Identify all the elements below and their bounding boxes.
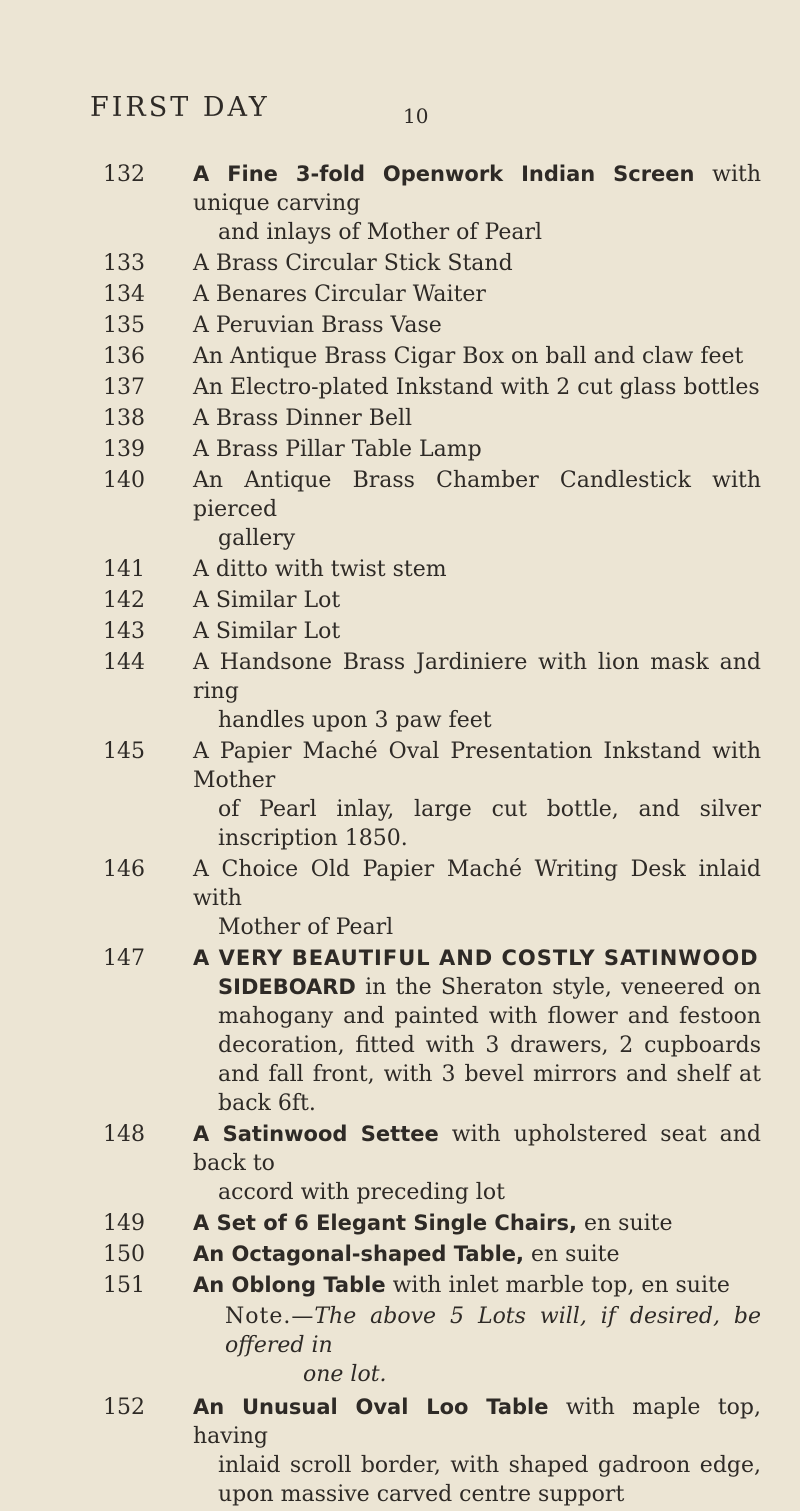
lot-132 <box>0 160 800 247</box>
lot-description: An Antique Brass Chamber Candlestick with pierced <box>193 468 761 522</box>
lot-description: A Brass Circular Stick Stand <box>193 251 513 276</box>
lot-number: 146 <box>103 857 145 882</box>
lot-text: en suite <box>524 1242 620 1267</box>
lot-134 <box>0 280 800 309</box>
lot-title: A Set of 6 Elegant Single Chairs, <box>193 1211 577 1235</box>
lot-number: 133 <box>103 251 145 276</box>
lot-title: An Octagonal-shaped Table, <box>193 1242 524 1266</box>
lot-description <box>193 1120 761 1178</box>
lot-number: 140 <box>103 468 145 493</box>
lot-139 <box>0 435 800 464</box>
lot-number: 138 <box>103 406 145 431</box>
lot-text: in the Sheraton style, veneered on mahogany and painted with flower and festoon decoration, fitted with 3 drawers, 2 cupboards and fall front, with 3 bevel mirrors and shelf at back 6ft. <box>218 975 761 1116</box>
lot-description <box>193 944 761 973</box>
lot-list <box>0 160 800 1511</box>
section-title: FIRST DAY <box>90 92 270 123</box>
lot-number: 152 <box>103 1395 145 1420</box>
lot-description: A Choice Old Papier Maché Writing Desk inlaid with <box>193 857 761 911</box>
lot-151 <box>0 1271 800 1300</box>
note-label: Note.— <box>225 1304 315 1329</box>
lot-number: 145 <box>103 739 145 764</box>
lot-144 <box>0 648 800 735</box>
page-number: 10 <box>403 104 429 128</box>
lot-description: A Benares Circular Waiter <box>193 282 486 307</box>
lot-143 <box>0 617 800 646</box>
lot-137 <box>0 373 800 402</box>
lot-title-cont: SIDEBOARD <box>218 975 356 999</box>
lot-continuation: and inlays of Mother of Pearl <box>218 220 543 245</box>
lot-title: A Fine 3-fold Openwork Indian Screen <box>193 162 695 186</box>
lot-description <box>193 160 761 218</box>
lot-number: 139 <box>103 437 145 462</box>
lot-147 <box>0 944 800 1118</box>
lot-number: 134 <box>103 282 145 307</box>
lot-title: An Oblong Table <box>193 1273 386 1297</box>
lot-146 <box>0 855 800 942</box>
lot-continuation: gallery <box>218 526 296 551</box>
lot-number: 149 <box>103 1211 145 1236</box>
lot-description: An Antique Brass Cigar Box on ball and claw feet <box>193 344 744 369</box>
lot-continuation: Mother of Pearl <box>218 915 394 940</box>
page-header <box>90 92 710 132</box>
lot-description <box>193 1393 761 1451</box>
lot-number: 135 <box>103 313 145 338</box>
lot-number: 151 <box>103 1273 145 1298</box>
lot-150 <box>0 1240 800 1269</box>
lot-description: A Brass Dinner Bell <box>193 406 413 431</box>
lot-text: en suite <box>577 1211 673 1236</box>
note-continuation: one lot. <box>303 1362 387 1387</box>
lot-145 <box>0 737 800 853</box>
lot-description: A Similar Lot <box>193 619 341 644</box>
lot-number: 144 <box>103 650 145 675</box>
lot-number: 132 <box>103 162 145 187</box>
lot-number: 147 <box>103 946 145 971</box>
lot-description: A Papier Maché Oval Presentation Inkstand with Mother <box>193 739 761 793</box>
lot-number: 143 <box>103 619 145 644</box>
lot-148 <box>0 1120 800 1207</box>
lot-continuation: inlaid scroll border, with shaped gadroon edge, upon massive carved centre support <box>218 1453 761 1507</box>
lot-title: A VERY BEAUTIFUL AND COSTLY SATINWOOD <box>193 946 759 970</box>
lot-number: 150 <box>103 1242 145 1267</box>
lot-continuation: of Pearl inlay, large cut bottle, and silver inscription 1850. <box>218 797 761 851</box>
lot-text: with upholstered seat and back to <box>193 1122 761 1176</box>
lot-number: 141 <box>103 557 145 582</box>
lot-continuation <box>218 973 761 1118</box>
lot-text: with inlet marble top, en suite <box>385 1273 730 1298</box>
lot-149 <box>0 1209 800 1238</box>
lot-135 <box>0 311 800 340</box>
lot-note <box>225 1302 761 1389</box>
lot-description: A Handsone Brass Jardiniere with lion mask and ring <box>193 650 761 704</box>
lot-description: A ditto with twist stem <box>193 557 447 582</box>
lot-number: 137 <box>103 375 145 400</box>
lot-continuation: accord with preceding lot <box>218 1180 505 1205</box>
lot-141 <box>0 555 800 584</box>
lot-description <box>193 1240 761 1269</box>
lot-142 <box>0 586 800 615</box>
lot-description: A Brass Pillar Table Lamp <box>193 437 482 462</box>
lot-description: An Electro-plated Inkstand with 2 cut glass bottles <box>193 375 760 400</box>
lot-140 <box>0 466 800 553</box>
lot-number: 148 <box>103 1122 145 1147</box>
lot-136 <box>0 342 800 371</box>
lot-title: An Unusual Oval Loo Table <box>193 1395 549 1419</box>
lot-number: 136 <box>103 344 145 369</box>
lot-description: A Similar Lot <box>193 588 341 613</box>
lot-description <box>193 1271 761 1300</box>
note-text: The above 5 Lots will, if desired, be offered in <box>225 1304 761 1358</box>
lot-152 <box>0 1393 800 1509</box>
lot-continuation: handles upon 3 paw feet <box>218 708 492 733</box>
lot-description: A Peruvian Brass Vase <box>193 313 442 338</box>
lot-138 <box>0 404 800 433</box>
lot-number: 142 <box>103 588 145 613</box>
lot-text: with maple top, having <box>193 1395 761 1449</box>
lot-description <box>193 1209 761 1238</box>
lot-text: with unique carving <box>193 162 761 216</box>
lot-title: A Satinwood Settee <box>193 1122 439 1146</box>
lot-133 <box>0 249 800 278</box>
